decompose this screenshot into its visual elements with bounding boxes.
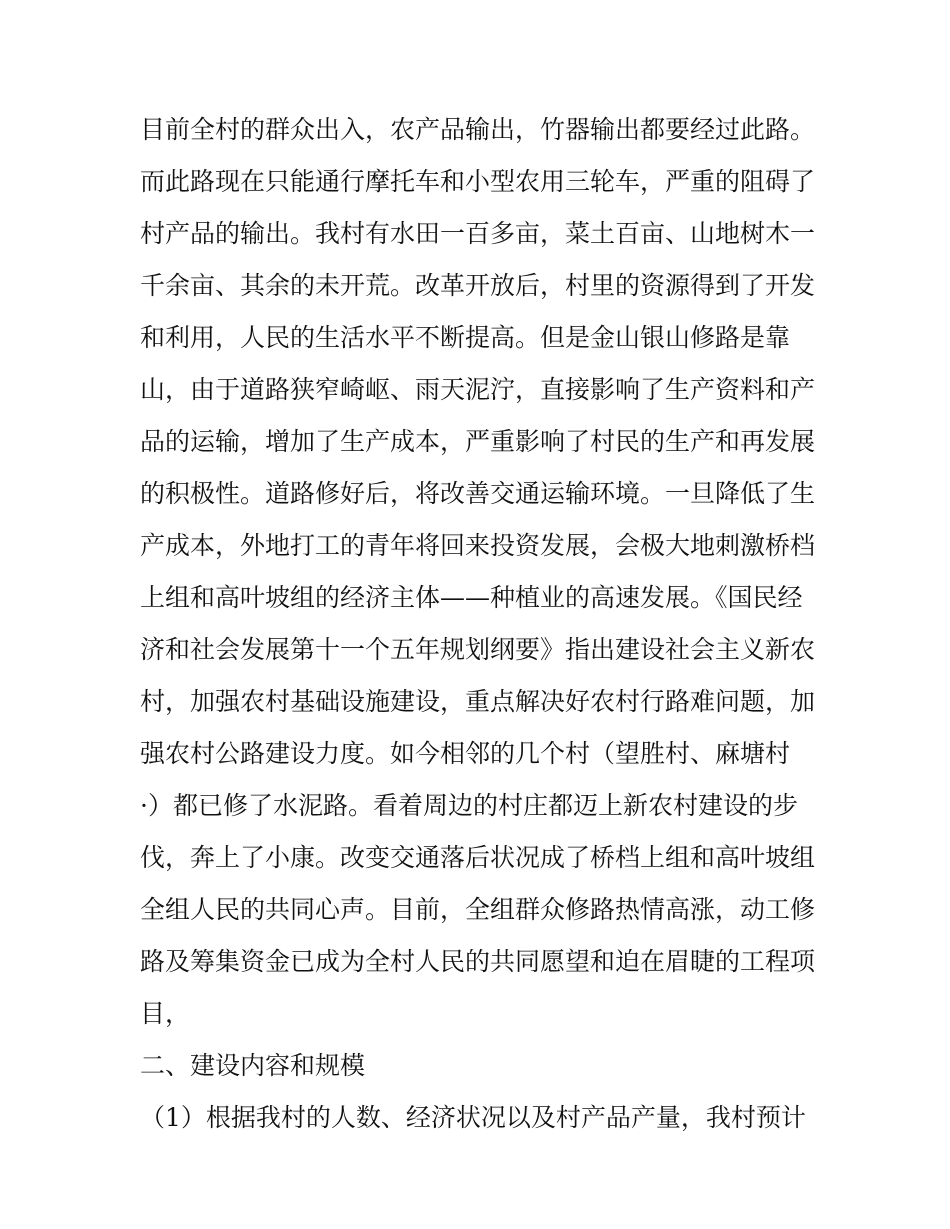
text-line: 山，由于道路狭窄崎岖、雨天泥泞，直接影响了生产资料和产 bbox=[140, 375, 816, 404]
text-line: 村，加强农村基础设施建设，重点解决好农村行路难问题，加 bbox=[140, 687, 816, 716]
text-line: （1）根据我村的人数、经济状况以及村产品产量，我村预计 bbox=[140, 1103, 806, 1132]
text-line: 全组人民的共同心声。目前，全组群众修路热情高涨，动工修 bbox=[140, 895, 816, 924]
text-line: 上组和高叶坡组的经济主体——种植业的高速发展。《国民经 bbox=[140, 583, 803, 612]
text-line: 强农村公路建设力度。如今相邻的几个村（望胜村、麻塘村 bbox=[140, 739, 791, 768]
text-line: 千余亩、其余的未开荒。改革开放后，村里的资源得到了开发 bbox=[140, 271, 816, 300]
text-line: 和利用，人民的生活水平不断提高。但是金山银山修路是靠 bbox=[140, 323, 791, 352]
text-line: 路及筹集资金已成为全村人民的共同愿望和迫在眉睫的工程项 bbox=[140, 947, 816, 976]
text-line: 而此路现在只能通行摩托车和小型农用三轮车，严重的阻碍了 bbox=[140, 167, 816, 196]
text-line: 伐，奔上了小康。改变交通落后状况成了桥档上组和高叶坡组 bbox=[140, 843, 816, 872]
text-line: 目， bbox=[140, 999, 191, 1028]
text-line: 品的运输，增加了生产成本，严重影响了村民的生产和再发展 bbox=[140, 427, 816, 456]
text-line: 村产品的输出。我村有水田一百多亩，菜土百亩、山地树木一 bbox=[140, 219, 816, 248]
text-line: 的积极性。道路修好后，将改善交通运输环境。一旦降低了生 bbox=[140, 479, 816, 508]
text-line: ·）都已修了水泥路。看着周边的村庄都迈上新农村建设的步 bbox=[140, 791, 798, 820]
text-line: 目前全村的群众出入，农产品输出，竹器输出都要经过此路。 bbox=[140, 115, 816, 144]
text-line: 产成本，外地打工的青年将回来投资发展，会极大地刺激桥档 bbox=[140, 531, 816, 560]
body-text bbox=[140, 104, 820, 1144]
section-heading: 二、建设内容和规模 bbox=[140, 1051, 366, 1080]
text-line: 济和社会发展第十一个五年规划纲要》指出建设社会主义新农 bbox=[140, 635, 816, 664]
